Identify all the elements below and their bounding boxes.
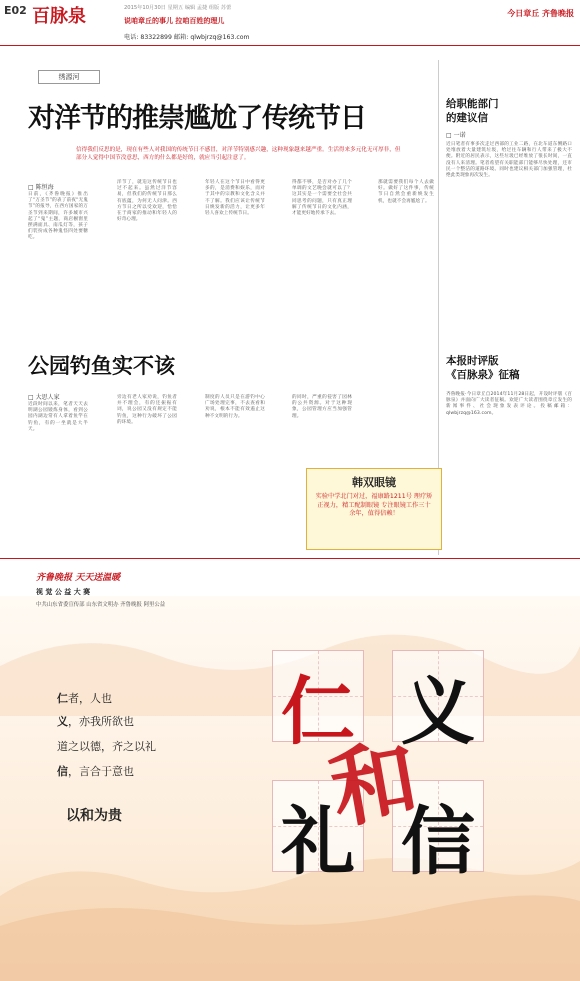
poem-strong-1: 仁: [57, 692, 68, 705]
header-contact: 电话: 83322899 邮箱: qlwbjrzq@163.com: [124, 34, 250, 41]
top-rule: [0, 45, 580, 46]
article1-headline: 对洋节的推崇尴尬了传统节日: [28, 103, 366, 134]
sidebar2-title: [446, 354, 520, 382]
sidebar2-body: 齐鲁晚报·今日章丘自2014年11月28日起，开设时评版《百脉泉》并面向广大读者征稿。欢迎广大读者围绕章丘发生的新闻事件、社会现象发表评论。投稿邮箱：qlwbjrzq@163.com。: [446, 392, 572, 416]
eyeglass-ad-box: [306, 468, 442, 550]
poem-rest-2: ，亦我所欲也: [68, 715, 134, 728]
article1-col-4: 得都不够，是否对办了几个单调的文艺晚会就可以了？这其实是一个需要全社会共同思考的问题，只有真正理解了传统节日的文化内涵，才能更好地传承下去。: [292, 180, 352, 217]
poem-line-3: [57, 738, 156, 754]
eyeglass-ad-title: 韩双眼镜: [352, 476, 396, 489]
char-li: 礼: [281, 799, 355, 885]
poem-rest-1: 者，人也: [68, 692, 112, 705]
section-tag: 绣源河: [38, 70, 100, 84]
article2-col-3: 制度的人员只是在游钓中心广场处理完事，不去查看和劝说，根本不能有效遏止这种不文明的行为。: [205, 395, 265, 419]
sidebar1-body: 近日笔者有事多次走过西部的工业二路，在北车道东侧路口处堆放着大量建筑垃圾，给过往车辆和行人带来了极大不便。附近的居民表示，这些垃圾已经堆放了很长时间，一直没有人来清理。笔者希望有关职能部门能够尽快处理，还市民一个整洁的道路环境。同时也建议相关部门加强管理，杜绝此类现象再次发生。: [446, 142, 572, 179]
newspaper-logo: 今日章丘 齐鲁晚报: [507, 9, 574, 18]
banner-orgs: 中共山东省委宣传部 山东省文明办 齐鲁晚报 阿里公益: [36, 602, 166, 608]
article2-headline: 公园钓鱼实不该: [28, 353, 175, 378]
poem-line-2: [57, 713, 134, 729]
banner-title: 视 觉 公 益 大 赛: [36, 588, 91, 596]
sidebar1-title: [446, 97, 499, 125]
article1-col-1: 日前，《齐鲁晚报》推出了“万圣节”的表了前夜“无鬼节”的报导，在西方国家的万圣节到来期间，许多城市兴起了“鬼”主题，商店橱窗里摆满面具、南瓜灯等，孩子们装扮成各种鬼怪四处要糖吃。: [28, 192, 88, 241]
article2-byline: □ 大思人家: [28, 394, 60, 401]
sidebar1-title-line2: 的建议信: [446, 112, 488, 124]
article2-col-4: 的同时，严重的侵害了园林的公共资源。对于这种现象，公园管理方应当加强管理。: [292, 395, 352, 419]
article1-summary: 信得我们反思的是，现在有些人对我国的传统节日不感冒，对洋节特别感兴趣，这种现象越来越严重。生活得来多元化无可厚非，但部分人觉得中国节没意思，西方的什么都是好的，就应当引起注意了。: [76, 147, 401, 161]
poem-rest-4: ，言合于意也: [68, 765, 134, 778]
char-xin: 信: [401, 799, 475, 885]
sidebar1-byline: □ 一诺: [446, 132, 466, 139]
poem-strong-4: 信: [57, 765, 68, 778]
article1-byline: □ 陈恒海: [28, 184, 54, 191]
article1-col-3: 年轻人在这个节日中看得更多的，是消费和娱乐，而对于其中的宗教和文化含义并不了解。我们应该让传统节日焕发新的活力，让更多年轻人喜欢上传统节日。: [205, 180, 265, 217]
article2-col-1: 近段时间以来，笔者天天去明湖公园锻炼身体，看到公园内湖边常有人拿着鱼竿在钓鱼，有的一坐就是大半天。: [28, 402, 88, 432]
char-ren: 仁: [281, 669, 355, 755]
page-code: E02: [4, 4, 27, 17]
article1-col-2: 洋节了，就迫这传统节日也过不起来。虽然过洋节容易，但我们的传统节日那么有底蕴，为何无人问津。西方节日之所以受欢迎，恰恰在于商家的推动和年轻人的好奇心理。: [117, 180, 177, 223]
banner-logo: 齐鲁晚报 天天送温暖: [36, 573, 121, 583]
sidebar2-title-line2: 《百脉泉》征稿: [446, 369, 520, 381]
sidebar2-title-line1: 本报时评版: [446, 355, 499, 367]
poem-line-4: [57, 763, 134, 779]
poster-slogan: 以和为贵: [66, 808, 122, 824]
poem-strong-2: 义: [57, 715, 68, 728]
column-name: 百脉泉: [32, 6, 86, 27]
mid-rule: [0, 558, 580, 559]
header-slogan: 说咱章丘的事儿 拉咱百姓的理儿: [124, 17, 225, 25]
header-meta: 2015年10月30日 星期五 编辑 孟捷 组版 苏蕾: [124, 5, 232, 11]
poem-line-1: [57, 690, 112, 706]
poem-rest-3: 道之以德，齐之以礼: [57, 740, 156, 753]
article2-col-2: 旁边有老人家劝说，钓鱼者并不理会，有的还振振有词，说公园又没有规定不能钓鱼，这种行为破坏了公园的环境。: [117, 395, 177, 425]
char-yi: 义: [401, 669, 475, 755]
sidebar1-title-line1: 给职能部门: [446, 98, 499, 110]
eyeglass-ad-body: 实验中学北门对过，福康路1211号 理疗矫正视力，精工配制眼镜 专注眼镜工作三十余年，值得信赖！: [315, 493, 433, 518]
char-he: 和: [323, 727, 426, 842]
article1-col-5: 那就需要我们每个人去做好。做好了这件事，传统节日自然会重新焕发生机，也就不会再尴尬了。: [378, 180, 434, 204]
